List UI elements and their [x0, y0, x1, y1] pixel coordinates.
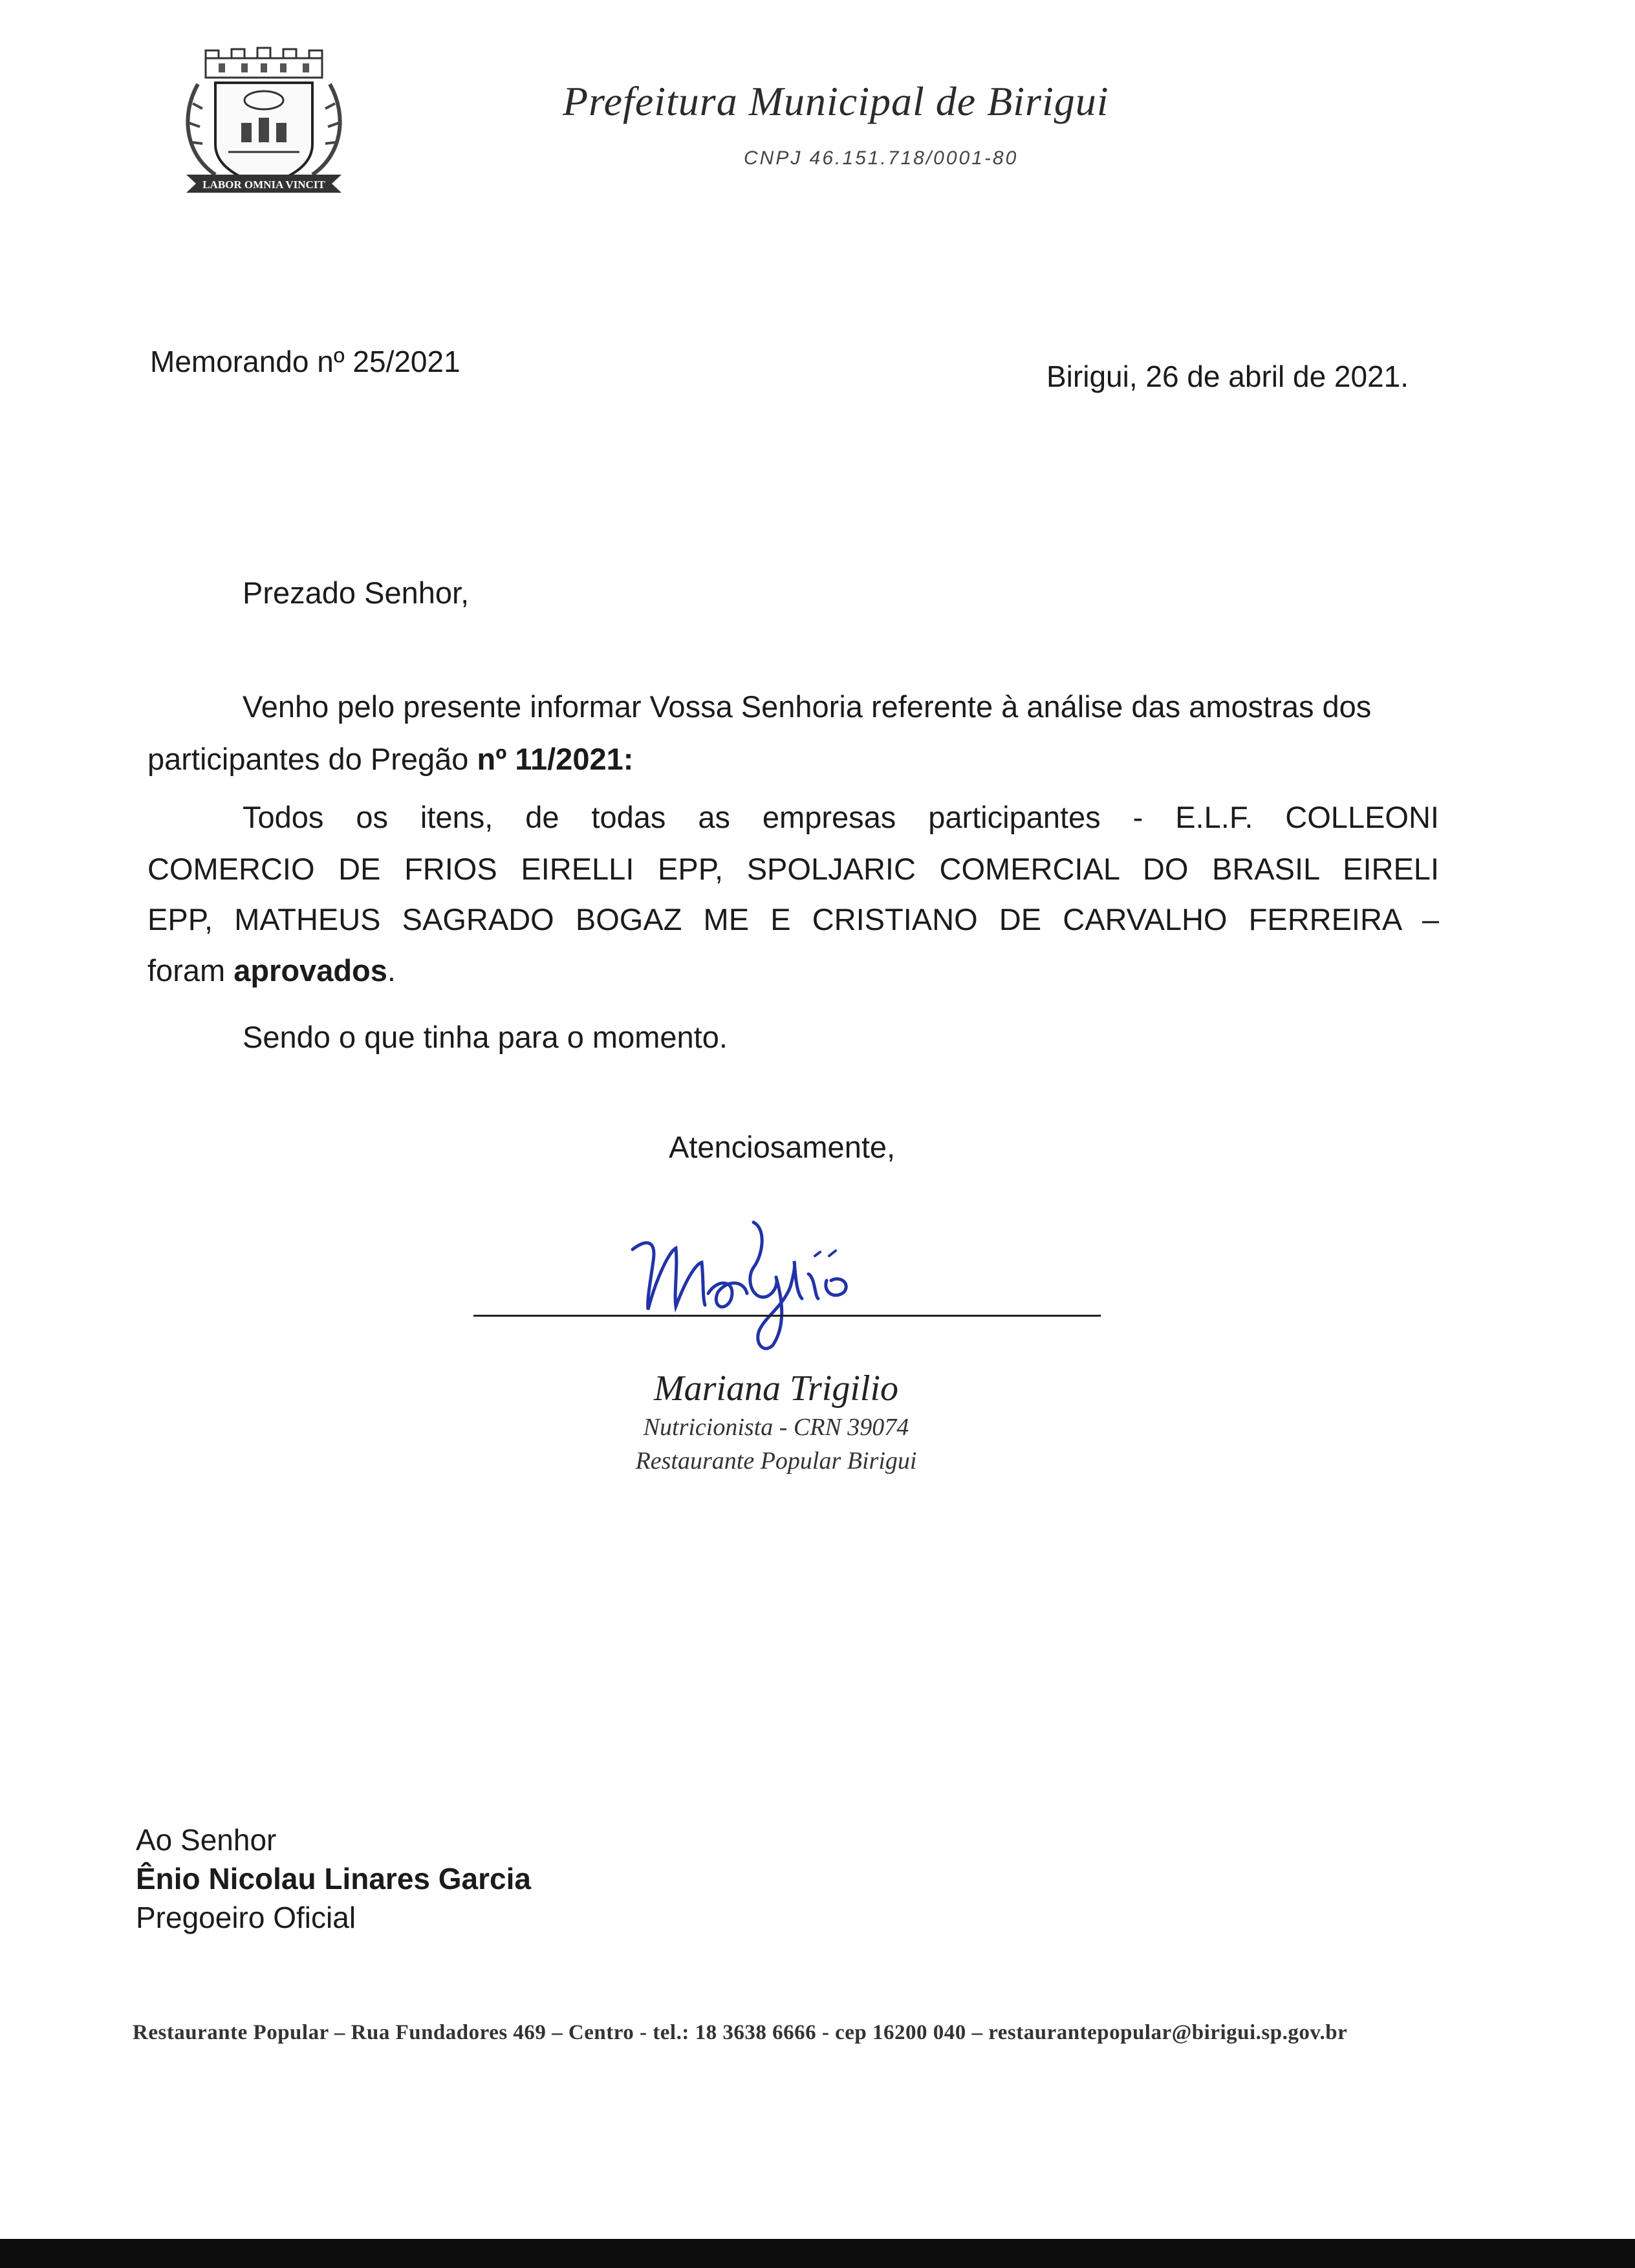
- addressee-greeting: Ao Senhor: [136, 1823, 277, 1857]
- memo-number: Memorando nº 25/2021: [150, 345, 460, 378]
- paragraph-2-line-4-text: foram: [147, 953, 234, 988]
- letterhead-title: Prefeitura Municipal de Birigui: [563, 78, 1109, 124]
- signer-unit: Restaurante Popular Birigui: [635, 1447, 917, 1474]
- scan-edge-bar: [0, 2239, 1635, 2268]
- paragraph-2-line-4: [147, 945, 396, 996]
- approval-status: aprovados: [233, 953, 387, 988]
- footer-contact: Restaurante Popular – Rua Fundadores 469 – Centro - tel.: 18 3638 6666 - cep 16200 040 – restaurantepopular@birigui.sp.gov.br: [133, 2021, 1348, 2044]
- paragraph-3: Sendo o que tinha para o momento.: [243, 1020, 728, 1054]
- signer-name: Mariana Trigilio: [653, 1368, 899, 1409]
- paragraph-1-line-1: Venho pelo presente informar Vossa Senhoria referente à análise das amostras dos: [243, 689, 1372, 724]
- signer-role: Nutricionista - CRN 39074: [643, 1414, 909, 1441]
- addressee-name: Ênio Nicolau Linares Garcia: [136, 1862, 531, 1895]
- paragraph-2-line-3: EPP, MATHEUS SAGRADO BOGAZ ME E CRISTIANO DE CARVALHO FERREIRA –: [147, 902, 1439, 936]
- paragraph-2-line-2: COMERCIO DE FRIOS EIRELLI EPP, SPOLJARIC COMERCIAL DO BRASIL EIRELI: [147, 852, 1439, 886]
- letterhead-cnpj: CNPJ 46.151.718/0001-80: [744, 147, 1019, 169]
- signature-line: [473, 1315, 1101, 1317]
- pregao-number: nº 11/2021:: [477, 742, 634, 776]
- addressee-title: Pregoeiro Oficial: [136, 1901, 356, 1934]
- paragraph-1-line-2-text: participantes do Pregão: [147, 742, 477, 776]
- memo-date: Birigui, 26 de abril de 2021.: [1046, 360, 1409, 393]
- handwritten-signature: [621, 1216, 880, 1358]
- closing: Atenciosamente,: [669, 1130, 896, 1164]
- svg-text:LABOR OMNIA VINCIT: LABOR OMNIA VINCIT: [202, 178, 325, 191]
- paragraph-2-line-4-end: .: [387, 953, 396, 988]
- coat-of-arms-logo: [180, 45, 348, 204]
- salutation: Prezado Senhor,: [243, 576, 470, 610]
- paragraph-1-line-2: [147, 734, 633, 784]
- paragraph-2-line-1: Todos os itens, de todas as empresas participantes - E.L.F. COLLEONI: [243, 800, 1439, 834]
